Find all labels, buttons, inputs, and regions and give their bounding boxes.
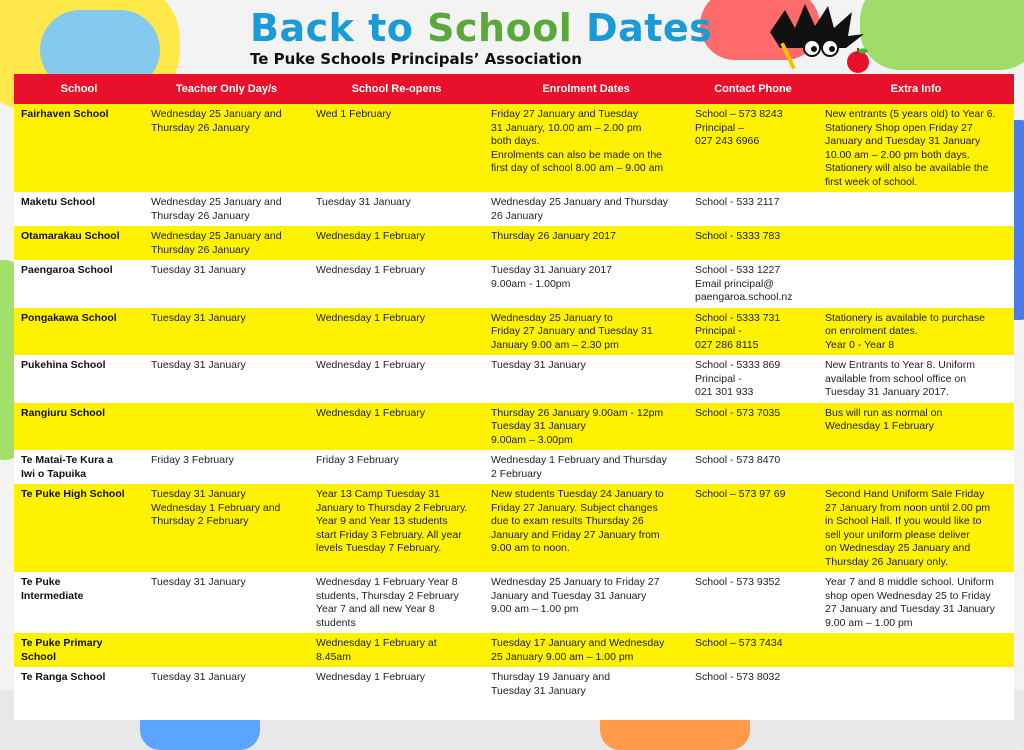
title-back: Back to — [250, 6, 414, 50]
contact-phone-cell: School - 573 8470 — [688, 450, 818, 484]
enrolment-dates-cell: New students Tuesday 24 January to Friday 27 January. Subject changes due to exam results Thursday 26 January and Friday 27 January from 9.00 am to noon. — [484, 484, 688, 572]
table-row — [14, 355, 1014, 403]
enrolment-dates-cell: Thursday 19 January and Tuesday 31 January — [484, 667, 688, 701]
enrolment-dates-cell: Tuesday 31 January 2017 9.00am - 1.00pm — [484, 260, 688, 308]
extra-info-cell: Bus will run as normal on Wednesday 1 February — [818, 403, 1014, 451]
school-reopens-cell: Wednesday 1 February — [309, 403, 484, 451]
extra-info-cell — [818, 667, 1014, 701]
enrolment-dates-cell: Thursday 26 January 9.00am - 12pm Tuesday 31 January 9.00am – 3.00pm — [484, 403, 688, 451]
school-cell: Fairhaven School — [14, 104, 144, 192]
teacher-only-day-cell: Tuesday 31 January — [144, 260, 309, 308]
enrolment-dates-cell: Tuesday 31 January — [484, 355, 688, 403]
table-row — [14, 260, 1014, 308]
column-header-school-reopens: School Re-opens — [309, 74, 484, 104]
contact-phone-cell: School – 573 97 69 — [688, 484, 818, 572]
column-header-school: School — [14, 74, 144, 104]
school-reopens-cell: Year 13 Camp Tuesday 31 January to Thursday 2 February. Year 9 and Year 13 students start Friday 3 February. All year levels Tuesday 7 February. — [309, 484, 484, 572]
table-row — [14, 226, 1014, 260]
school-cell: Te Matai-Te Kura a Iwi o Tapuika — [14, 450, 144, 484]
enrolment-dates-cell: Wednesday 25 January to Friday 27 January and Tuesday 31 January 9.00 am – 2.30 pm — [484, 308, 688, 356]
page-subtitle: Te Puke Schools Principals’ Association — [250, 50, 582, 68]
school-cell: Te Puke High School — [14, 484, 144, 572]
contact-phone-cell: School – 573 8243 Principal – 027 243 6966 — [688, 104, 818, 192]
enrolment-dates-cell: Friday 27 January and Tuesday 31 January, 10.00 am – 2.00 pm both days. Enrolments can also be made on the first day of school 8.00 am – 9.00 am — [484, 104, 688, 192]
extra-info-cell — [818, 226, 1014, 260]
teacher-only-day-cell: Tuesday 31 January — [144, 308, 309, 356]
table-row — [14, 572, 1014, 633]
teacher-only-day-cell: Tuesday 31 January Wednesday 1 February and Thursday 2 February — [144, 484, 309, 572]
school-dates-table-container — [14, 74, 1014, 720]
column-header-extra-info: Extra Info — [818, 74, 1014, 104]
background-block — [860, 0, 1024, 70]
school-reopens-cell: Wednesday 1 February Year 8 students, Thursday 2 February Year 7 and all new Year 8 students — [309, 572, 484, 633]
column-header-teacher-only-days: Teacher Only Day/s — [144, 74, 309, 104]
contact-phone-cell: School - 5333 869 Principal - 021 301 933 — [688, 355, 818, 403]
contact-phone-cell: School - 533 2117 — [688, 192, 818, 226]
title-school: School — [427, 6, 573, 50]
enrolment-dates-cell: Wednesday 1 February and Thursday 2 February — [484, 450, 688, 484]
title-dates: Dates — [586, 6, 713, 50]
table-row — [14, 192, 1014, 226]
enrolment-dates-cell: Tuesday 17 January and Wednesday 25 January 9.00 am – 1.00 pm — [484, 633, 688, 667]
school-cell: Te Ranga School — [14, 667, 144, 701]
school-dates-table — [14, 74, 1014, 701]
extra-info-cell: Stationery is available to purchase on enrolment dates. Year 0 - Year 8 — [818, 308, 1014, 356]
contact-phone-cell: School - 5333 783 — [688, 226, 818, 260]
school-reopens-cell: Wednesday 1 February — [309, 260, 484, 308]
school-cell: Pongakawa School — [14, 308, 144, 356]
contact-phone-cell: School – 573 7434 — [688, 633, 818, 667]
teacher-only-day-cell: Wednesday 25 January and Thursday 26 January — [144, 226, 309, 260]
table-row — [14, 450, 1014, 484]
apple-icon — [844, 46, 872, 74]
enrolment-dates-cell: Wednesday 25 January and Thursday 26 January — [484, 192, 688, 226]
teacher-only-day-cell: Tuesday 31 January — [144, 572, 309, 633]
extra-info-cell — [818, 633, 1014, 667]
teacher-only-day-cell: Friday 3 February — [144, 450, 309, 484]
school-reopens-cell: Wednesday 1 February — [309, 308, 484, 356]
table-row — [14, 403, 1014, 451]
contact-phone-cell: School - 573 8032 — [688, 667, 818, 701]
extra-info-cell: New Entrants to Year 8. Uniform available from school office on Tuesday 31 January 2017. — [818, 355, 1014, 403]
extra-info-cell — [818, 450, 1014, 484]
teacher-only-day-cell: Wednesday 25 January and Thursday 26 January — [144, 192, 309, 226]
table-row — [14, 633, 1014, 667]
school-cell: Pukehina School — [14, 355, 144, 403]
enrolment-dates-cell: Wednesday 25 January to Friday 27 January and Tuesday 31 January 9.00 am – 1.00 pm — [484, 572, 688, 633]
school-cell: Otamarakau School — [14, 226, 144, 260]
school-cell: Maketu School — [14, 192, 144, 226]
extra-info-cell: New entrants (5 years old) to Year 6. Stationery Shop open Friday 27 January and Tuesday 31 January 10.00 am – 2.00 pm both days. Stationery will also be available the first week of school. — [818, 104, 1014, 192]
school-reopens-cell: Wednesday 1 February — [309, 667, 484, 701]
contact-phone-cell: School - 533 1227 Email principal@ paengaroa.school.nz — [688, 260, 818, 308]
school-cell: Te Puke Primary School — [14, 633, 144, 667]
teacher-only-day-cell: Tuesday 31 January — [144, 667, 309, 701]
teacher-only-day-cell: Wednesday 25 January and Thursday 26 January — [144, 104, 309, 192]
column-header-enrolment-dates: Enrolment Dates — [484, 74, 688, 104]
school-reopens-cell: Wednesday 1 February — [309, 355, 484, 403]
contact-phone-cell: School - 5333 731 Principal - 027 286 8115 — [688, 308, 818, 356]
table-row — [14, 308, 1014, 356]
school-reopens-cell: Tuesday 31 January — [309, 192, 484, 226]
contact-phone-cell: School - 573 7035 — [688, 403, 818, 451]
table-row — [14, 667, 1014, 701]
extra-info-cell: Year 7 and 8 middle school. Uniform shop open Wednesday 25 to Friday 27 January and Tuesday 31 January 9.00 am – 1.00 pm — [818, 572, 1014, 633]
school-reopens-cell: Wednesday 1 February — [309, 226, 484, 260]
teacher-only-day-cell: Tuesday 31 January — [144, 355, 309, 403]
contact-phone-cell: School - 573 9352 — [688, 572, 818, 633]
enrolment-dates-cell: Thursday 26 January 2017 — [484, 226, 688, 260]
extra-info-cell — [818, 192, 1014, 226]
school-cell: Te Puke Intermediate — [14, 572, 144, 633]
page-header — [250, 6, 713, 68]
teacher-only-day-cell — [144, 403, 309, 451]
table-row — [14, 104, 1014, 192]
school-reopens-cell: Friday 3 February — [309, 450, 484, 484]
school-reopens-cell: Wed 1 February — [309, 104, 484, 192]
table-row — [14, 484, 1014, 572]
extra-info-cell — [818, 260, 1014, 308]
teacher-only-day-cell — [144, 633, 309, 667]
school-reopens-cell: Wednesday 1 February at 8.45am — [309, 633, 484, 667]
extra-info-cell: Second Hand Uniform Sale Friday 27 January from noon until 2.00 pm in School Hall. If you would like to sell your uniform please deliver on Wednesday 25 January and Thursday 26 January only. — [818, 484, 1014, 572]
column-header-contact-phone: Contact Phone — [688, 74, 818, 104]
table-header-row — [14, 74, 1014, 104]
school-cell: Paengaroa School — [14, 260, 144, 308]
page-title — [250, 6, 713, 50]
school-cell: Rangiuru School — [14, 403, 144, 451]
